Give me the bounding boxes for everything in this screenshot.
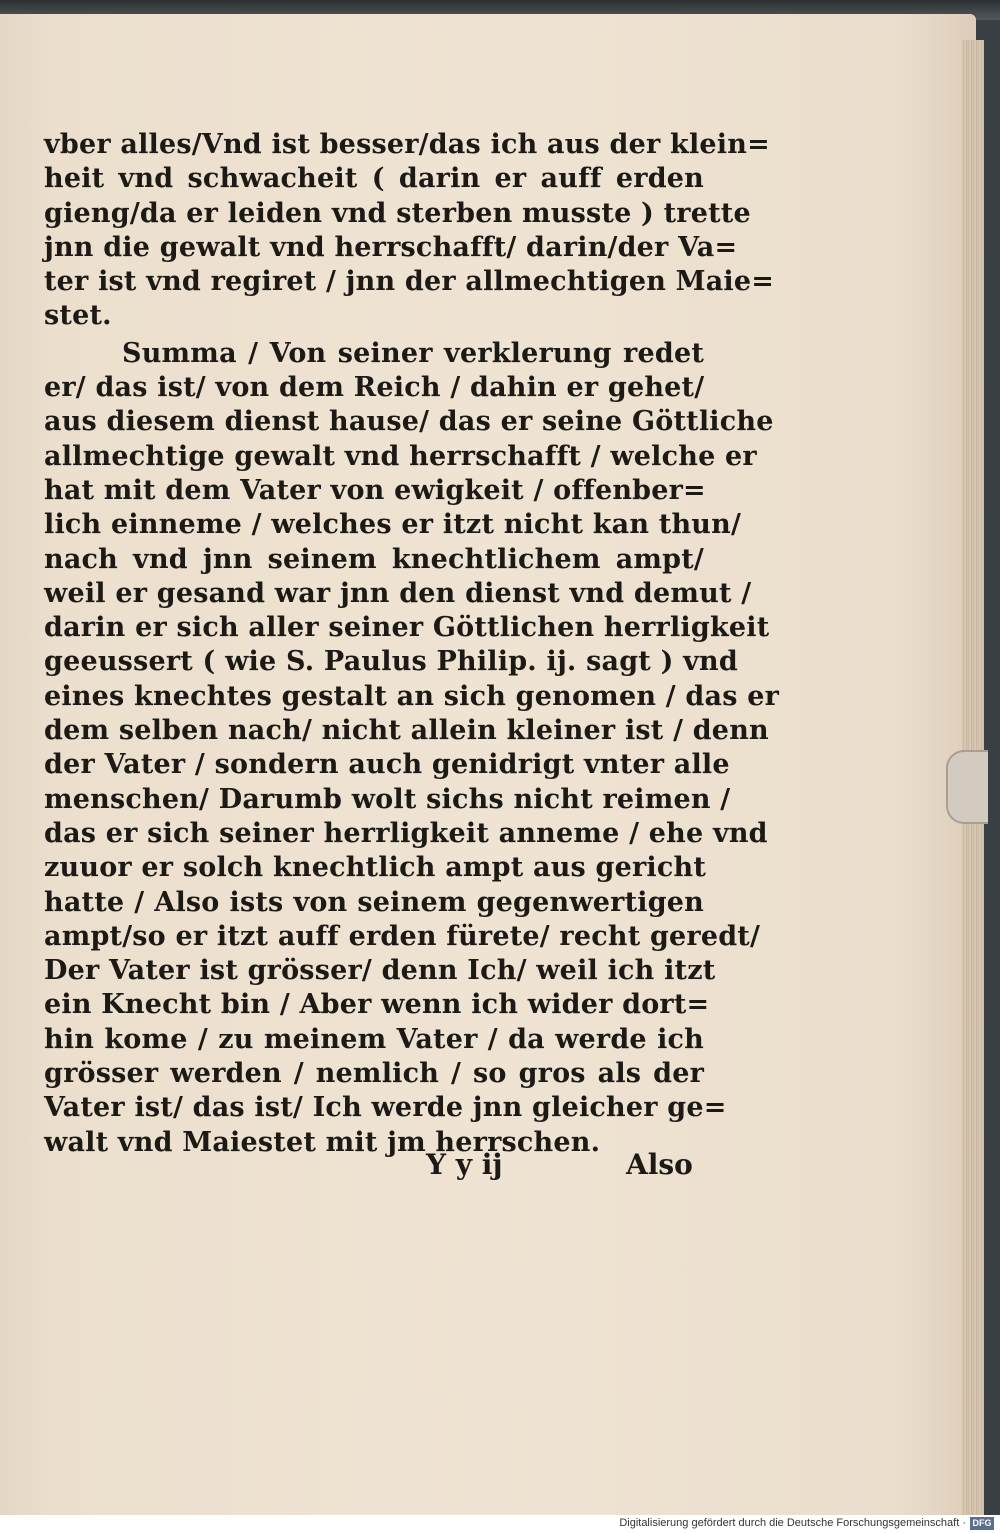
text-line: hin kome / zu meinem Vater / da werde ich	[44, 1023, 704, 1055]
credit-bar	[0, 1515, 1000, 1533]
text-line: nach vnd jnn seinem knechtlichem ampt/	[44, 543, 704, 575]
text-line: darin er sich aller seiner Göttlichen herrligkeit	[44, 612, 770, 644]
text-line: jnn die gewalt vnd herrschafft/ darin/der Va=	[44, 231, 738, 263]
text-line: Der Vater ist grösser/ denn Ich/ weil ich itzt	[44, 955, 716, 987]
text-line: ter ist vnd regiret / jnn der allmechtigen Maie=	[44, 266, 775, 298]
text-line: Summa / Von seiner verklerung redet	[122, 337, 704, 369]
text-line: Vater ist/ das ist/ Ich werde jnn gleicher ge=	[44, 1092, 727, 1124]
text-line: stet.	[44, 300, 112, 332]
text-line: eines knechtes gestalt an sich genomen / das er	[44, 680, 779, 712]
dfg-logo: DFG	[970, 1517, 994, 1530]
text-line: geeussert ( wie S. Paulus Philip. ij. sagt ) vnd	[44, 646, 738, 678]
text-line: vber alles/Vnd ist besser/das ich aus der klein=	[44, 129, 770, 160]
funding-credit: Digitalisierung gefördert durch die Deutsche Forschungsgemeinschaft ·	[619, 1517, 966, 1529]
text-line: hatte / Also ists von seinem gegenwertigen	[44, 886, 704, 918]
text-line: ampt/so er itzt auff erden fürete/ recht geredt/	[44, 920, 761, 952]
text-line: der Vater / sondern auch genidrigt vnter alle	[44, 749, 730, 781]
text-line: aus diesem dienst hause/ das er seine Göttliche	[44, 406, 774, 438]
text-line: ein Knecht bin / Aber wenn ich wider dort=	[44, 989, 710, 1021]
text-line: hat mit dem Vater von ewigkeit / offenber=	[44, 474, 706, 506]
text-line: weil er gesand war jnn den dienst vnd demut /	[44, 577, 752, 609]
text-line: menschen/ Darumb wolt sichs nicht reimen /	[44, 783, 731, 815]
catchword: Also	[626, 1148, 693, 1181]
text-line: das er sich seiner herrligkeit anneme / ehe vnd	[44, 817, 768, 849]
text-line: lich einneme / welches er itzt nicht kan thun/	[44, 509, 742, 541]
text-line: allmechtige gewalt vnd herrschafft / welche er	[44, 440, 757, 472]
text-line: er/ das ist/ von dem Reich / dahin er gehet/	[44, 372, 705, 404]
signature-mark: Y y ij	[426, 1148, 503, 1181]
text-line: zuuor er solch knechtlich ampt aus gericht	[44, 852, 707, 884]
text-line: walt vnd Maiestet mit jm herrschen.	[44, 1126, 601, 1158]
page-clip	[946, 750, 988, 824]
text-line: heit vnd schwacheit ( darin er auff erden	[44, 163, 704, 195]
text-line: grösser werden / nemlich / so gros als der	[44, 1058, 704, 1090]
page-footer	[0, 1148, 1000, 1184]
text-line: dem selben nach/ nicht allein kleiner ist / denn	[44, 715, 769, 747]
text-line: gieng/da er leiden vnd sterben musste ) trette	[44, 197, 751, 229]
body-text	[44, 128, 779, 1160]
